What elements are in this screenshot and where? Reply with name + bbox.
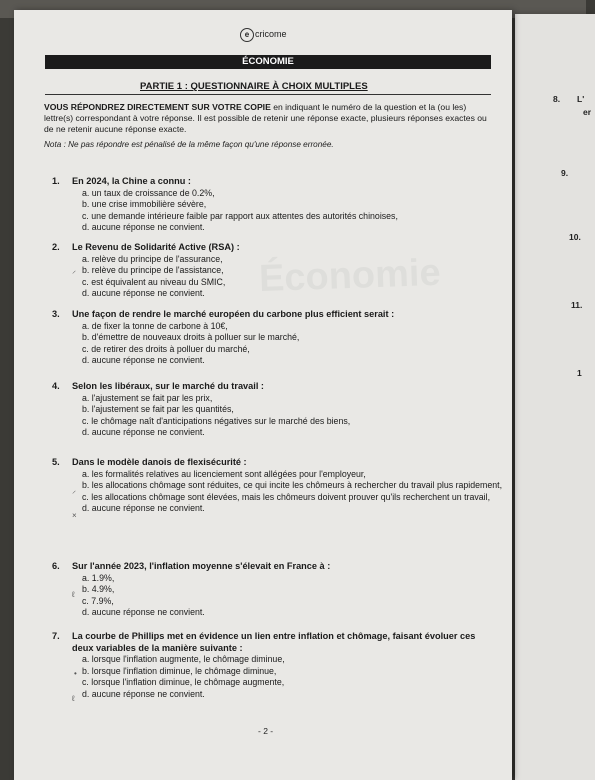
- logo-e-icon: e: [240, 28, 254, 42]
- option: a. 1.9%,: [82, 572, 115, 583]
- part-title: PARTIE 1 : QUESTIONNAIRE À CHOIX MULTIPLES: [140, 81, 368, 92]
- question-stem: Une façon de rendre le marché européen du carbone plus efficient serait :: [72, 309, 395, 319]
- option: a. relève du principe de l'assurance,: [82, 253, 223, 264]
- pencil-tick-icon: ℓ: [72, 694, 75, 703]
- option: d. aucune réponse ne convient.: [82, 222, 205, 232]
- question-stem: Le Revenu de Solidarité Active (RSA) :: [72, 242, 240, 252]
- question: [44, 457, 512, 515]
- option: d. aucune réponse ne convient.: [82, 607, 205, 617]
- section-banner: ÉCONOMIE: [45, 55, 491, 69]
- option: a. un taux de croissance de 0.2%,: [82, 187, 215, 198]
- right-question-number: 8.: [553, 94, 561, 104]
- question-stem: Selon les libéraux, sur le marché du travail :: [72, 381, 264, 391]
- option: a. les formalités relatives au licenciement sont allégées pour l'employeur,: [82, 468, 366, 479]
- right-question-number: 10.: [569, 232, 581, 242]
- option: a. de fixer la tonne de carbone à 10€,: [82, 320, 228, 331]
- question-stem: La courbe de Phillips met en évidence un lien entre inflation et chômage, faisant évoluer ces deux variables de la manière suivante :: [72, 631, 476, 653]
- next-page: [515, 14, 595, 780]
- option: a. l'ajustement se fait par les prix,: [82, 392, 213, 403]
- option: b. l'ajustement se fait par les quantités,: [82, 404, 234, 414]
- question-number: 1.: [52, 176, 60, 186]
- question-number: 6.: [52, 561, 60, 571]
- option: b. d'émettre de nouveaux droits à polluer sur le marché,: [82, 332, 300, 342]
- option: c. une demande intérieure faible par rapport aux attentes des autorités chinoises,: [82, 210, 398, 221]
- question-number: 2.: [52, 242, 60, 252]
- page-number: - 2 -: [258, 726, 274, 736]
- question-stem: En 2024, la Chine a connu :: [72, 176, 191, 186]
- option: c. est équivalent au niveau du SMIC,: [82, 276, 226, 287]
- right-question-number: 9.: [561, 168, 569, 178]
- question: [44, 309, 512, 367]
- right-question-number: 1: [577, 368, 582, 378]
- ecricome-logo: [240, 28, 287, 42]
- question-number: 5.: [52, 457, 60, 467]
- right-text-fragment: L': [577, 94, 585, 104]
- pencil-tick-icon: ⸝: [72, 486, 76, 495]
- option: d. aucune réponse ne convient.: [82, 355, 205, 365]
- question-stem: Sur l'année 2023, l'inflation moyenne s'élevait en France à :: [72, 561, 331, 571]
- instructions-bold: VOUS RÉPONDREZ DIRECTEMENT SUR VOTRE COPIE: [44, 102, 271, 112]
- option: c. les allocations chômage sont élevées, mais les chômeurs doivent prouver qu'ils recherchent un travail,: [82, 491, 491, 502]
- option: b. 4.9%,: [82, 584, 115, 594]
- question: [44, 561, 512, 619]
- logo-text: cricome: [255, 29, 287, 39]
- option: d. aucune réponse ne convient.: [82, 503, 205, 513]
- instructions-rest: en indiquant le numéro de la question et la (ou les) lettre(s) correspondant à votre réponse. Il est possible de retenir une réponse exacte, plusieurs réponses exactes ou de ne retenir aucune réponse exacte.: [44, 102, 487, 134]
- pencil-tick-icon: ℓ: [72, 590, 75, 599]
- pencil-tick-icon: ×: [72, 511, 77, 520]
- right-text-fragment: er: [583, 107, 592, 117]
- question-number: 4.: [52, 381, 60, 391]
- option: d. aucune réponse ne convient.: [82, 288, 205, 298]
- option: b. relève du principe de l'assistance,: [82, 265, 224, 275]
- question-number: 7.: [52, 631, 60, 641]
- option: c. le chômage naît d'anticipations négatives sur le marché des biens,: [82, 415, 351, 426]
- question: [44, 381, 512, 439]
- instructions: [44, 102, 494, 135]
- divider: [45, 94, 491, 95]
- pencil-tick-icon: ⸝: [72, 266, 76, 275]
- option: d. aucune réponse ne convient.: [82, 427, 205, 437]
- question: [44, 176, 512, 234]
- pencil-tick-icon: •: [74, 669, 77, 678]
- option: c. 7.9%,: [82, 595, 114, 606]
- option: b. lorsque l'inflation diminue, le chômage diminue,: [82, 665, 277, 676]
- note: Nota : Ne pas répondre est pénalisé de la même façon qu'une réponse erronée.: [44, 140, 334, 149]
- option: b. une crise immobilière sévère,: [82, 199, 207, 209]
- option: c. lorsque l'inflation diminue, le chômage augmente,: [82, 677, 285, 687]
- option: d. aucune réponse ne convient.: [82, 688, 205, 699]
- option: b. les allocations chômage sont réduites, ce qui incite les chômeurs à rechercher du travail plus rapidement,: [82, 480, 503, 490]
- question: [44, 631, 512, 700]
- question-stem: Dans le modèle danois de flexisécurité :: [72, 457, 247, 467]
- right-question-number: 11.: [571, 300, 583, 310]
- question: [44, 242, 512, 300]
- question-number: 3.: [52, 309, 60, 319]
- option: c. de retirer des droits à polluer du marché,: [82, 343, 250, 354]
- option: a. lorsque l'inflation augmente, le chômage diminue,: [82, 654, 285, 664]
